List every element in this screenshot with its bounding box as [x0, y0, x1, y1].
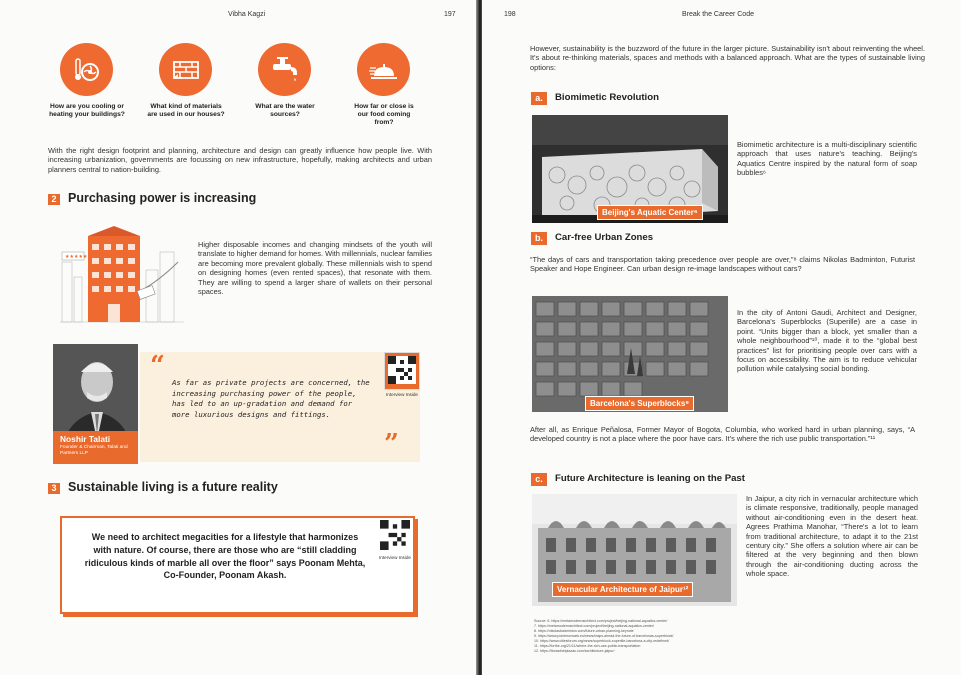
water-tap-icon: [258, 43, 311, 96]
section2-paragraph: Higher disposable incomes and changing mindsets of the youth will translate to higher demand for homes. With millennials, nuclear families are becoming more prevalent globally. These millennials wish to spend on designing homes (even rented spaces), that resonate with them. They are willing to spend a larger share of wallets on their personal spaces.: [198, 240, 432, 297]
car-free-paragraph-1: “The days of cars and transportation taking precedence over people are over,”⁸ claims Nikolas Badminton, Futurist Speaker and Hope Engineer. Can urban design re-image landscapes without cars?: [530, 255, 915, 274]
intro-paragraph-left: With the right design footprint and planning, architecture and design can greatly influence how people live. With increasing urbanization, governments are focussing on new infrastructure, hopefully, making architects and urban planners central to nation-building.: [48, 146, 432, 174]
intro-paragraph-right: However, sustainability is the buzzword of the future in the larger picture. Sustainability isn't about reinventing the wheel. It's about re-thinking materials, spaces and methods with a balanced approach. What are the types of sustainable living options:: [530, 44, 925, 72]
footnote: Source: 6. https://metamodernarchitect.com/project/beijing-national-aquatics-center/: [534, 619, 668, 623]
qr-label: Interview Inside: [386, 392, 418, 397]
subsection-letter: a.: [531, 92, 547, 105]
photo-caption-beijing: Beijing's Aquatic Center⁶: [597, 205, 703, 220]
qr-label: Interview Inside: [379, 555, 411, 560]
icon-label-water: What are the water sources?: [255, 103, 315, 118]
subsection-title: Car-free Urban Zones: [555, 232, 654, 243]
right-page: [482, 0, 961, 675]
section-title: Purchasing power is increasing: [68, 191, 257, 205]
footnote: 12. https://florasthetplazas.com/architecture-jaipur/: [534, 649, 615, 653]
icon-label-materials: What kind of materials are used in our houses?: [147, 103, 225, 118]
subsection-letter: c.: [531, 473, 547, 486]
running-head-left: Vibha Kagzi: [228, 11, 266, 18]
left-page: [0, 0, 478, 675]
person-name: Noshir Talati: [60, 434, 111, 444]
footnote: 11. https://forthe.org/21/11/where-the-rich-use-public-transportation: [534, 644, 641, 648]
page-number-left: 197: [444, 11, 456, 18]
thermometer-fan-icon: [60, 43, 113, 96]
svg-text:★★★★★: ★★★★★: [65, 254, 88, 260]
open-quote-mark: “: [150, 351, 165, 381]
callout-quote: We need to architect megacities for a lifestyle that harmonizes with nature. Of course, there are those who are “still cladding ridiculous kinds of marble all over the floor” says Poonam Mehta, Co-Founder, Poonam Akash.: [84, 532, 366, 581]
person-title: Founder & Chairman, Talati and Partners LLP: [60, 445, 128, 456]
icon-label-food: How far or close is our food coming from?: [354, 103, 414, 126]
section-title: Sustainable living is a future reality: [68, 480, 278, 494]
qr-code-icon[interactable]: [380, 520, 410, 550]
footnote: 8. https://nikolasbadminton.com/future-urban-planning-keynote: [534, 629, 634, 633]
biomimetic-paragraph: Biomimetic architecture is a multi-disciplinary scientific approach that uses nature's teaching. Beijing's Aquatics Centre inspired by the natural form of soap bubbles⁶: [737, 140, 917, 178]
qr-code-icon[interactable]: [388, 356, 416, 384]
subsection-title: Biomimetic Revolution: [555, 92, 659, 103]
close-quote-mark: ”: [384, 429, 399, 459]
barcelona-superblocks-photo: [532, 296, 728, 412]
section-number: 3: [48, 483, 60, 494]
icon-label-cooling: How are you cooling or heating your buildings?: [49, 103, 125, 118]
car-free-paragraph-2: In the city of Antoni Gaudi, Architect and Designer, Barcelona's Superblocks (Superille) are a case in point. “Units bigger than a block, yet smaller than a whole neighbourhood”¹⁰, made it to the “global best practices” list for prioritising people over cars with a focus on accessibility. The aim is to reduce vehicular pollution while catalysing social bonding.: [737, 308, 917, 374]
quote-text: As far as private projects are concerned, the increasing purchasing power of the people, has led to an up-gradation and demand for more luxurious designs and fittings.: [172, 378, 370, 419]
footnote: 10. https://www.citiesforum.org/news/superblock-superille-barcelona-a-city-redefined/: [534, 639, 670, 643]
section-number: 2: [48, 194, 60, 205]
subsection-letter: b.: [531, 232, 547, 245]
jaipur-paragraph: In Jaipur, a city rich in vernacular architecture which is climate responsive, traditionally, people managed without air-conditioning even in the desert heat. Agrees Prathima Manohar, “There's a lot to learn from traditional architecture, to adapt it to the 21st century city.” She offers a solution where air can be filtered at the very beginning and then blown through the air-conditioning ducting across the whole space.: [746, 494, 918, 579]
food-delivery-icon: [357, 43, 410, 96]
photo-caption-barcelona: Barcelona's Superblocks⁹: [585, 396, 694, 411]
car-free-paragraph-3: After all, as Enrique Peñalosa, Former Mayor of Bogota, Columbia, who worked hard in urban planning, says, “A developed country is not a place where the poor have cars. It's where the rich use public transportation.”¹¹: [530, 425, 915, 444]
footnote: 9. https://www.pointmorwark.eu/news/maps-ahead-the-future-of-barcelonas-superblock/: [534, 634, 674, 638]
building-materials-icon: [159, 43, 212, 96]
footnote: 7. https://metamodernarchitect.com/project/beijing-national-aquatics-center/: [534, 624, 655, 628]
subsection-title: Future Architecture is leaning on the Past: [555, 473, 745, 484]
building-money-illustration: [60, 222, 184, 328]
photo-caption-jaipur: Vernacular Architecture of Jaipur¹²: [552, 582, 693, 597]
running-head-right: Break the Career Code: [682, 11, 754, 18]
footnotes: [534, 619, 794, 654]
page-number-right: 198: [504, 11, 516, 18]
